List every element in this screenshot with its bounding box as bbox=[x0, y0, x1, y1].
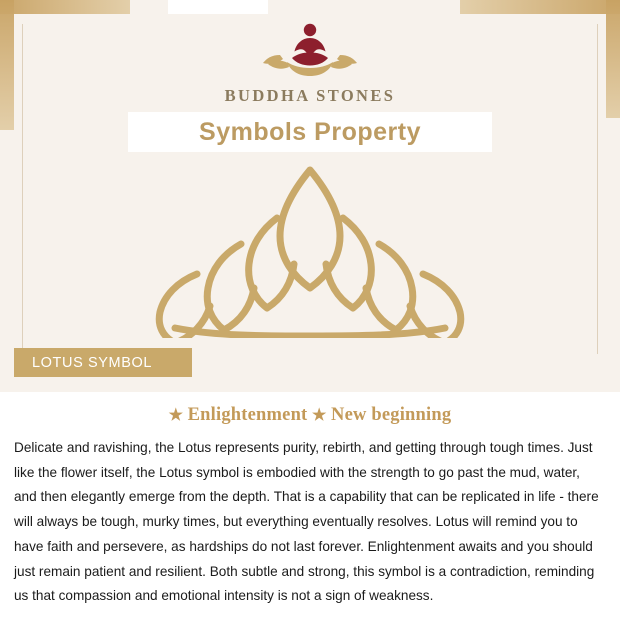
brand-logo bbox=[0, 18, 620, 106]
panel-body-text: Delicate and ravishing, the Lotus represents purity, rebirth, and getting through tough times. Just like the flower itself, the Lotus symbol is embodied with the strength to go past the mud, water, and then elegantly emerge from the depth. That is a capability that can be replicated in life - there will always be tough, murky times, but everything eventually resolves. Lotus will remind you to have faith and persevere, as hardships do not last forever. Enlightenment awaits and you should just remain patient and resilient. Both subtle and strong, this symbol is a contradiction, reminding us that compassion and emotional intensity is not a sign of weakness. bbox=[14, 440, 599, 604]
lotus-meditation-figure-icon bbox=[254, 18, 366, 80]
heading-enlightenment: Enlightenment bbox=[187, 405, 308, 425]
lotus-flower-icon bbox=[145, 158, 475, 338]
page-title: Symbols Property bbox=[199, 117, 421, 146]
symbol-label-bar bbox=[14, 348, 192, 377]
lotus-illustration bbox=[0, 158, 620, 338]
brand-name: BUDDHA STONES bbox=[224, 86, 396, 105]
border-ribbon-top-right-horizontal bbox=[460, 0, 620, 14]
symbol-label-text: LOTUS SYMBOL bbox=[32, 354, 153, 371]
star-icon-left: ★ bbox=[168, 407, 184, 424]
description-panel bbox=[0, 392, 620, 620]
border-ribbon-top-left-horizontal bbox=[0, 0, 130, 14]
panel-heading bbox=[0, 392, 620, 426]
title-band bbox=[128, 112, 492, 152]
star-icon-right: ★ bbox=[312, 407, 327, 424]
heading-new-beginning: New beginning bbox=[331, 405, 452, 425]
border-gap-top bbox=[168, 0, 268, 14]
